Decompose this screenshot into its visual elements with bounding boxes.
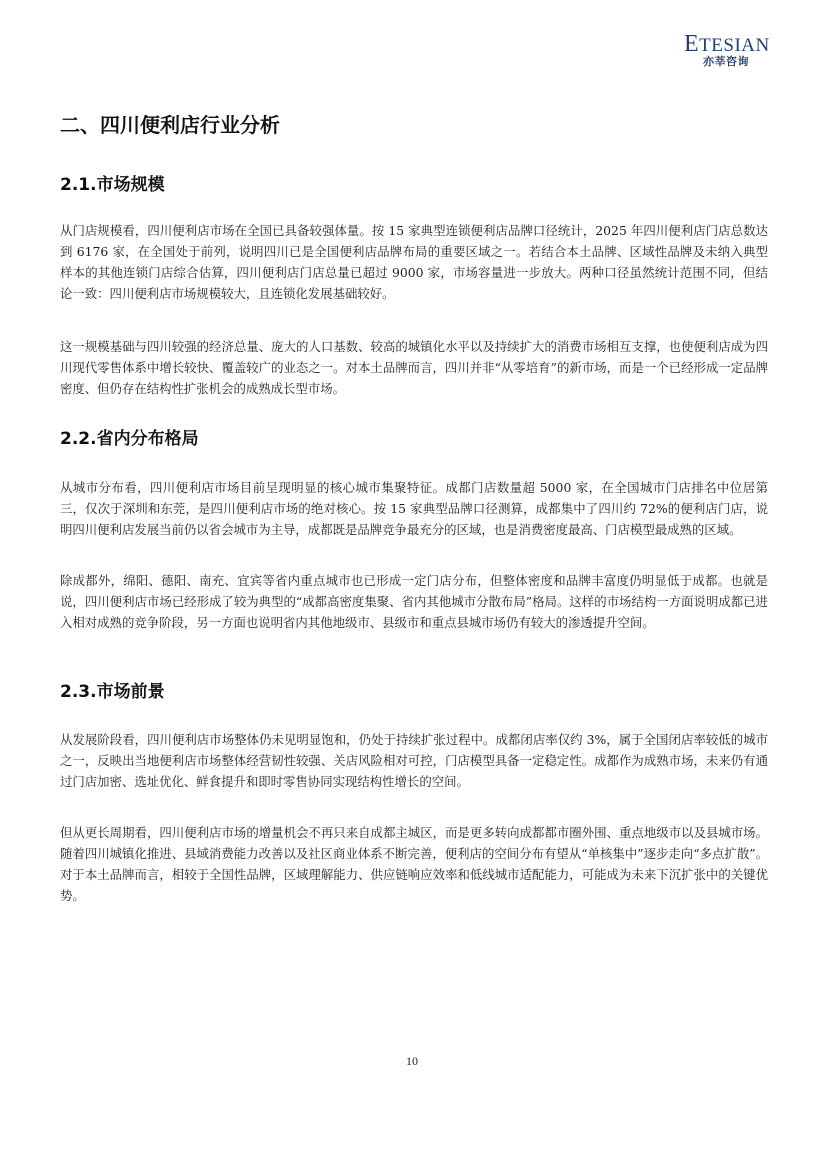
paragraph-outlook-2: 但从更长周期看，四川便利店市场的增量机会不再只来自成都主城区，而是更多转向成都都市圈外围、重点地级市以及县城市场。随着四川城镇化推进、县域消费能力改善以及社区商业体系不断完善，便利店的空间分布有望从“单核集中”逐步走向“多点扩散”。对于本土品牌而言，相较于全国性品牌，区域理解能力、供应链响应效率和低线城市适配能力，可能成为未来下沉扩张中的关键优势。 (60, 825, 768, 903)
paragraph-market-size-1: 从门店规模看，四川便利店市场在全国已具备较强体量。按 15 家典型连锁便利店品牌口径统计，2025 年四川便利店门店总数达到 6176 家，在全国处于前列，说明四川已是全国便利店品牌布局的重要区域之一。若结合本土品牌、区域性品牌及未纳入典型样本的其他连锁门店综合估算，四川便利店门店总量已超过 9000 家，市场容量进一步放大。两种口径虽然统计范围不同，但结论一致：四川便利店市场规模较大，且连锁化发展基础较好。 (60, 223, 768, 301)
chapter-title: 二、四川便利店行业分析 (60, 113, 280, 137)
section-title-distribution: 2.2.省内分布格局 (60, 429, 199, 449)
logo-wordmark-initial: E (684, 31, 700, 57)
paragraph-distribution-1: 从城市分布看，四川便利店市场目前呈现明显的核心城市集聚特征。成都门店数量超 5000 家，在全国城市门店排名中位居第三，仅次于深圳和东莞，是四川便利店市场的绝对核心。按 15 家典型品牌口径测算，成都集中了四川约 72%的便利店门店，说明四川便利店发展当前仍以省会城市为主导，成都既是品牌竞争最充分的区域，也是消费密度最高、门店模型最成熟的区域。 (60, 480, 768, 537)
paragraph-distribution-2: 除成都外，绵阳、德阳、南充、宜宾等省内重点城市也已形成一定门店分布，但整体密度和品牌丰富度仍明显低于成都。也就是说，四川便利店市场已经形成了较为典型的“成都高密度集聚、省内其他城市分散布局”格局。这样的市场结构一方面说明成都已进入相对成熟的竞争阶段，另一方面也说明省内其他地级市、县级市和重点县城市场仍有较大的渗透提升空间。 (60, 573, 768, 630)
page-number: 10 (406, 1054, 418, 1068)
paragraph-outlook-1: 从发展阶段看，四川便利店市场整体仍未见明显饱和，仍处于持续扩张过程中。成都闭店率仅约 3%，属于全国闭店率较低的城市之一，反映出当地便利店市场整体经营韧性较强、关店风险相对可控，门店模型具备一定稳定性。成都作为成熟市场，未来仍有通过门店加密、选址优化、鲜食提升和即时零售协同实现结构性增长的空间。 (60, 732, 768, 789)
paragraph-market-size-2: 这一规模基础与四川较强的经济总量、庞大的人口基数、较高的城镇化水平以及持续扩大的消费市场相互支撑，也使便利店成为四川现代零售体系中增长较快、覆盖较广的业态之一。对本土品牌而言，四川并非“从零培育”的新市场，而是一个已经形成一定品牌密度、但仍存在结构性扩张机会的成熟成长型市场。 (60, 339, 768, 396)
logo-wordmark-rest: TESIAN (699, 35, 770, 56)
section-title-market-size: 2.1.市场规模 (60, 175, 165, 195)
logo-chinese-name: 亦莘咨询 (703, 55, 749, 68)
section-title-outlook: 2.3.市场前景 (60, 682, 165, 702)
company-logo (684, 31, 770, 68)
logo-wordmark (684, 31, 770, 57)
